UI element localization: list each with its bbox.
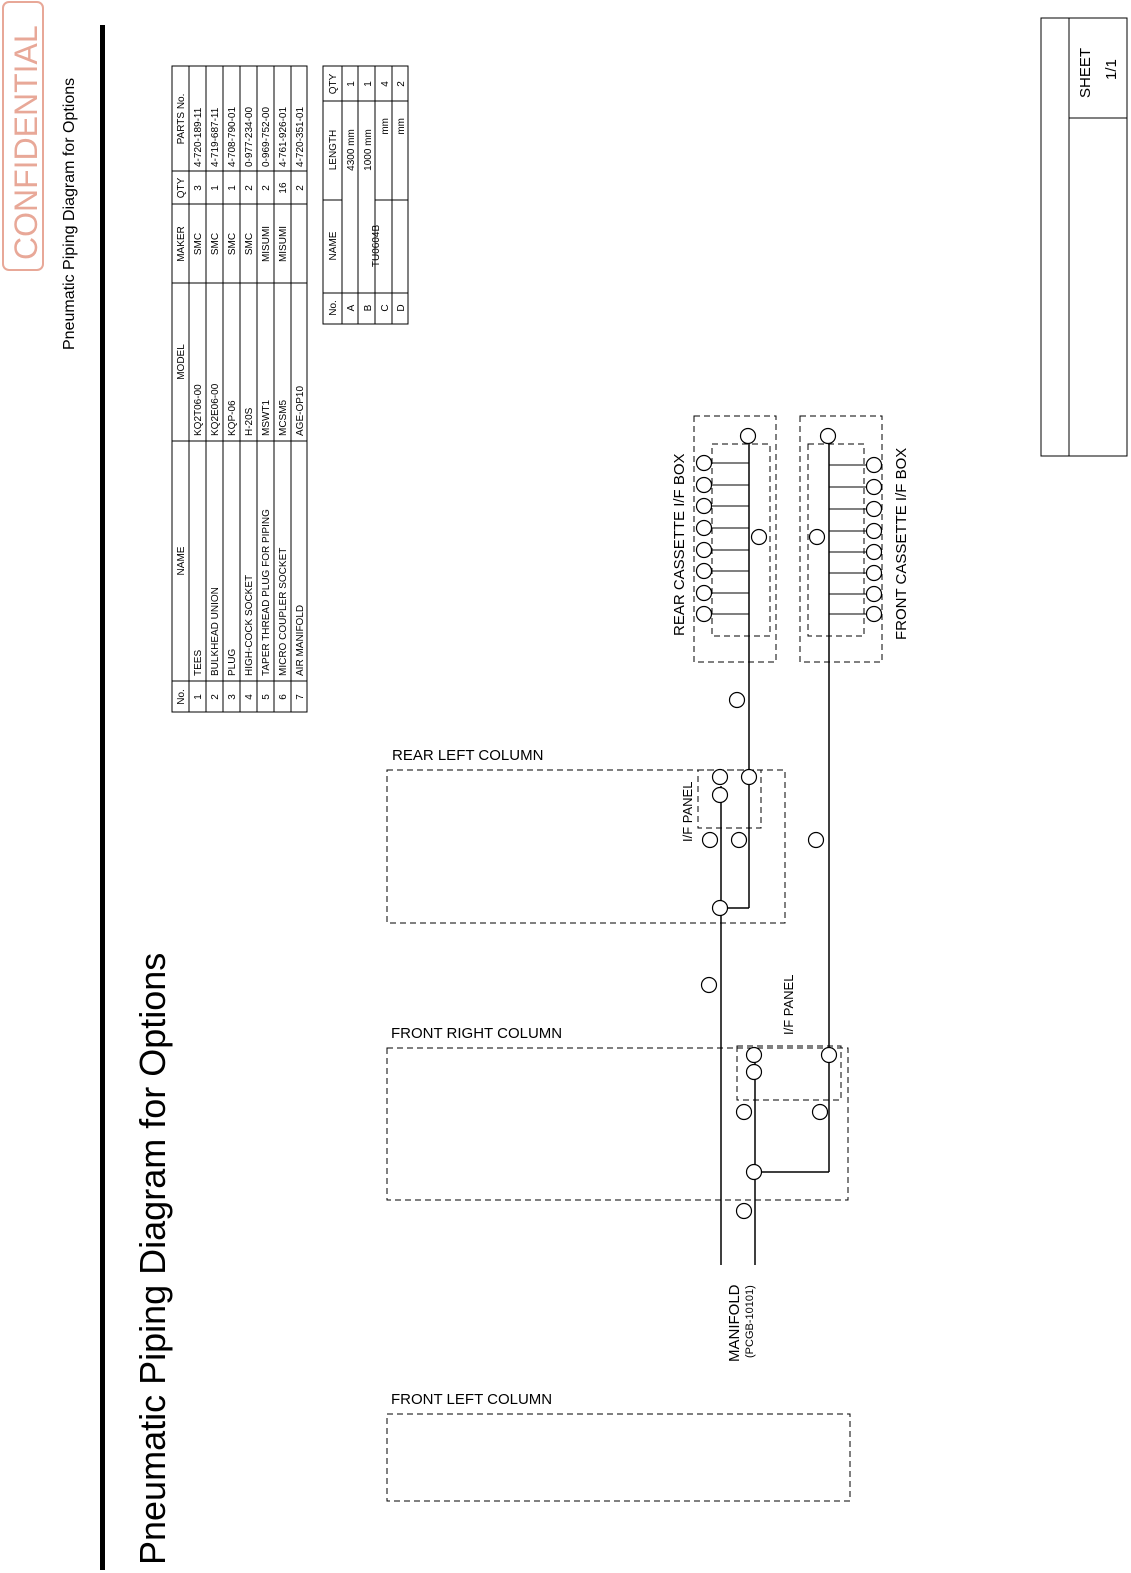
- fitting-node: [713, 901, 728, 916]
- cell-model: AGE-OP10: [295, 385, 306, 436]
- cell-partno: 4-720-351-01: [295, 106, 306, 167]
- header-title: Pneumatic Piping Diagram for Options: [61, 77, 78, 350]
- cell-name: BULKHEAD UNION: [210, 587, 221, 676]
- tube-table: [323, 66, 408, 324]
- fitting-node: [809, 833, 824, 848]
- cell-maker: SMC: [210, 232, 221, 256]
- fitting-node: [730, 693, 745, 708]
- front-right-column-box: [387, 1048, 848, 1200]
- cell-name: AIR MANIFOLD: [295, 604, 306, 676]
- fitting-node: [713, 788, 728, 803]
- fitting-node: [697, 499, 712, 514]
- rear-left-column-label: REAR LEFT COLUMN: [392, 747, 544, 764]
- fitting-node: [697, 478, 712, 493]
- tube-header-qty: QTY: [328, 73, 339, 95]
- if-panel-front-label: I/F PANEL: [781, 974, 796, 1035]
- tube-cell-length: mm: [396, 118, 407, 135]
- cell-model: KQ2T06-00: [193, 384, 204, 436]
- parts-header-partno: PARTS No.: [176, 93, 187, 145]
- tube-header-length: LENGTH: [328, 129, 339, 171]
- title-rule: [100, 25, 105, 1570]
- cell-partno: 4-761-926-01: [278, 106, 289, 167]
- parts-row: [210, 107, 221, 700]
- fitting-node: [741, 429, 756, 444]
- fitting-node: [697, 543, 712, 558]
- cell-model: MSWT1: [261, 399, 272, 436]
- stamp-text: CONFIDENTIAL: [8, 25, 44, 260]
- cell-name: TAPER THREAD PLUG FOR PIPING: [261, 509, 272, 676]
- fitting-node: [867, 587, 882, 602]
- front-left-column-box: [387, 1414, 850, 1501]
- cell-partno: 0-977-234-00: [244, 106, 255, 167]
- cell-name: TEES: [193, 649, 204, 676]
- tube-cell-length: mm: [380, 118, 391, 135]
- fitting-node: [867, 607, 882, 622]
- fitting-node: [713, 770, 728, 785]
- tube-cell-length: 4300 mm: [346, 129, 357, 171]
- fitting-node: [747, 1165, 762, 1180]
- sheet-box: [1041, 18, 1127, 456]
- fitting-node: [737, 1105, 752, 1120]
- cell-no: 1: [193, 694, 204, 700]
- cell-model: KQP-06: [227, 400, 238, 436]
- parts-header-qty: QTY: [176, 177, 187, 199]
- cell-maker: SMC: [193, 232, 204, 256]
- manifold-label: MANIFOLD: [726, 1284, 743, 1362]
- tube-cell-length: 1000 mm: [363, 129, 374, 171]
- tube-cell-qty: 2: [396, 81, 407, 87]
- cell-maker: MISUMI: [261, 225, 272, 263]
- front-right-column-label: FRONT RIGHT COLUMN: [391, 1025, 563, 1042]
- parts-header-name: NAME: [176, 546, 187, 576]
- fitting-node: [742, 770, 757, 785]
- front-left-column-label: FRONT LEFT COLUMN: [391, 1391, 553, 1408]
- tube-cell-qty: 1: [363, 81, 374, 87]
- cell-qty: 2: [244, 185, 255, 191]
- fitting-node: [697, 456, 712, 471]
- parts-table: [172, 66, 307, 712]
- tube-cell-qty: 4: [380, 81, 391, 87]
- fitting-node: [867, 524, 882, 539]
- parts-header-maker: MAKER: [176, 226, 187, 262]
- fitting-node: [810, 530, 825, 545]
- cell-qty: 16: [278, 182, 289, 194]
- fitting-node: [697, 607, 712, 622]
- fitting-node: [747, 1065, 762, 1080]
- tube-cell-qty: 1: [346, 81, 357, 87]
- fitting-node: [697, 521, 712, 536]
- cell-maker: SMC: [244, 232, 255, 256]
- parts-row: [193, 107, 204, 700]
- cell-qty: 1: [210, 185, 221, 191]
- tube-cell-no: D: [396, 304, 407, 312]
- cell-name: HIGH-COCK SOCKET: [244, 574, 255, 676]
- cell-model: KQ2E06-00: [210, 383, 221, 436]
- tube-cell-no: C: [380, 304, 391, 312]
- cell-no: 4: [244, 694, 255, 700]
- cell-name: MICRO COUPLER SOCKET: [278, 547, 289, 676]
- tube-header-no: No.: [328, 300, 339, 316]
- fitting-node: [697, 586, 712, 601]
- rear-cassette-label: REAR CASSETTE I/F BOX: [671, 453, 688, 636]
- cell-qty: 3: [193, 185, 204, 191]
- fitting-node: [821, 429, 836, 444]
- fitting-node: [752, 530, 767, 545]
- cell-no: 2: [210, 694, 221, 700]
- tube-name: TU0604B: [371, 224, 382, 268]
- parts-row: [227, 107, 238, 700]
- fitting-node: [747, 1048, 762, 1063]
- cell-partno: 4-720-189-11: [193, 107, 204, 167]
- cell-no: 3: [227, 694, 238, 700]
- fitting-node: [732, 833, 747, 848]
- parts-row: [295, 107, 306, 700]
- cell-qty: 2: [295, 185, 306, 191]
- cell-maker: MISUMI: [278, 225, 289, 263]
- cell-partno: 4-719-687-11: [210, 107, 221, 167]
- parts-row: [278, 107, 289, 700]
- cell-qty: 2: [261, 185, 272, 191]
- page-title: Pneumatic Piping Diagram for Options: [132, 952, 173, 1565]
- fitting-node: [867, 502, 882, 517]
- parts-header-no: No.: [176, 689, 187, 705]
- cell-no: 6: [278, 694, 289, 700]
- fitting-node: [813, 1105, 828, 1120]
- fitting-node: [867, 458, 882, 473]
- parts-header-model: MODEL: [176, 344, 187, 380]
- cell-no: 5: [261, 694, 272, 700]
- fitting-node: [703, 833, 718, 848]
- cell-qty: 1: [227, 185, 238, 191]
- cell-partno: 4-708-790-01: [227, 106, 238, 167]
- tube-header-name: NAME: [328, 231, 339, 261]
- tube-cell-no: B: [363, 304, 374, 312]
- fitting-node: [697, 564, 712, 579]
- fitting-node: [867, 480, 882, 495]
- manifold-model: (PCGB-10101): [744, 1285, 756, 1358]
- parts-row: [244, 107, 255, 700]
- fitting-node: [702, 978, 717, 993]
- sheet-label: SHEET: [1077, 47, 1094, 98]
- front-cassette-label: FRONT CASSETTE I/F BOX: [893, 447, 910, 640]
- parts-row: [261, 107, 272, 700]
- confidential-stamp: [3, 2, 44, 270]
- cell-name: PLUG: [227, 648, 238, 676]
- fitting-node: [737, 1204, 752, 1219]
- sheet-value: 1/1: [1103, 59, 1120, 80]
- fitting-node: [867, 545, 882, 560]
- if-panel-rear-label: I/F PANEL: [680, 781, 695, 842]
- fitting-node: [867, 566, 882, 581]
- fitting-node: [822, 1048, 837, 1063]
- cell-model: MCSM5: [278, 399, 289, 436]
- tube-cell-no: A: [346, 304, 357, 312]
- cell-partno: 0-969-752-00: [261, 106, 272, 167]
- cell-no: 7: [295, 694, 306, 700]
- cell-maker: SMC: [227, 232, 238, 256]
- cell-model: H-20S: [244, 407, 255, 436]
